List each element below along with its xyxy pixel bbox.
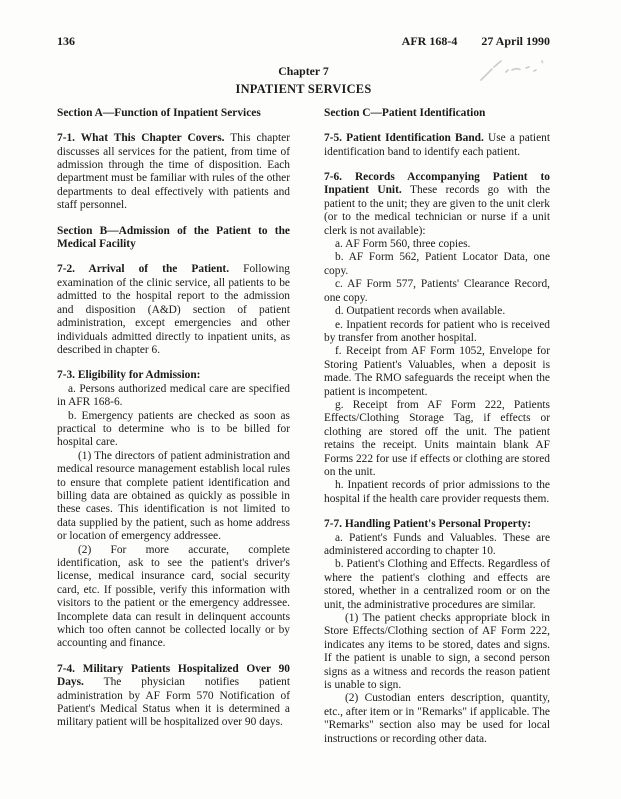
paragraph-lead: 7-1. What This Chapter Covers.	[57, 132, 225, 145]
numbered-paragraph	[57, 663, 290, 730]
numbered-paragraph	[324, 171, 550, 238]
page-title: INPATIENT SERVICES	[235, 82, 372, 97]
sub-paragraph: c. AF Form 577, Patients' Clearance Record, one copy.	[324, 278, 550, 304]
header-right	[402, 34, 550, 48]
two-column-body	[57, 107, 550, 746]
paragraph-lead: 7-4. Military Patients Hospitalized Over 90 Days.	[57, 662, 290, 689]
paragraph-lead: 7-7. Handling Patient's Personal Property:	[324, 518, 532, 531]
page-number: 136	[57, 34, 75, 48]
sub-paragraph: b. Emergency patients are checked as soon as practical to determine who is to be billed for hospital care.	[57, 409, 290, 449]
sub-paragraph: h. Inpatient records of prior admissions to the hospital if the health care provider requests them.	[324, 479, 550, 505]
page-header	[57, 34, 550, 48]
paragraph-body: Following examination of the clinic service, all patients to be admitted to the hospital report to the admission and disposition (A&D) section of patient administration, except emergencies and other individuals admitted directly to inpatient units, as described in chapter 6.	[57, 263, 290, 356]
sub-paragraph: f. Receipt from AF Form 1052, Envelope for Storing Patient's Valuables, when a deposit is made. The RMO safeguards the receipt when the patient is incompetent.	[324, 345, 550, 398]
paragraph-body: This chapter discusses all services for the patient, from time of admission through the time of disposition. Each department must be familiar with rules of the other departments to deal effectively with patients and staff personnel.	[57, 132, 290, 212]
paragraph-body: These records go with the patient to the unit; they are given to the unit clerk (or to the medical technician or nurse if a unit clerk is not available):	[324, 184, 551, 237]
sub-paragraph: a. Patient's Funds and Valuables. These are administered according to chapter 10.	[324, 531, 550, 557]
sub-paragraph: a. Persons authorized medical care are specified in AFR 168-6.	[57, 382, 290, 409]
sub-paragraph: b. AF Form 562, Patient Locator Data, one copy.	[324, 251, 550, 277]
numbered-paragraph	[57, 369, 290, 382]
sub-paragraph: g. Receipt from AF Form 222, Patients Effects/Clothing Storage Tag, if effects or clothing are stored off the unit. The patient retains the receipt. Units maintain blank AF Forms 222 for use if effects or clothing are stored on the unit.	[324, 398, 550, 478]
numbered-paragraph	[57, 132, 290, 212]
paragraph-lead: 7-6. Records Accompanying Patient to Inpatient Unit.	[324, 171, 550, 197]
paragraph-lead: 7-5. Patient Identification Band.	[324, 132, 484, 145]
numbered-paragraph	[324, 132, 550, 159]
paragraph-body: The physician notifies patient administration by AF Form 570 Notification of Patient's Medical Status when it is determined a military patient will be hospitalized over 90 days.	[57, 676, 290, 729]
doc-date: 27 April 1990	[481, 34, 550, 48]
chapter-heading: Chapter 7	[278, 64, 329, 78]
sub-paragraph: (1) The patient checks appropriate block in Store Effects/Clothing section of AF Form 222, indicates any items to be stored, dates and signs. If the patient is unable to sign, a second person signs as a witness and records the reason patient is unable to sign.	[324, 612, 550, 692]
paragraph-lead: 7-3. Eligibility for Admission:	[57, 369, 201, 382]
column-left	[57, 107, 290, 746]
section-heading: Section C—Patient Identification	[324, 106, 486, 119]
sub-paragraph: a. AF Form 560, three copies.	[335, 238, 471, 251]
sub-paragraph: b. Patient's Clothing and Effects. Regardless of where the patient's clothing and effects are stored, whether in a centralized room or on the unit, the administrative procedures are similar.	[324, 558, 550, 611]
paragraph-body: Use a patient identification band to identify each patient.	[324, 132, 550, 158]
sub-paragraph: (2) For more accurate, complete identification, ask to see the patient's driver's license, medical insurance card, social security card, etc. If possible, verify this information with visitors to the patient or the emergency addressee. Incomplete data can result in delinquent accounts which too often cannot be collected locally or by accounting and finance.	[57, 543, 290, 650]
numbered-paragraph	[324, 518, 550, 531]
numbered-paragraph	[57, 263, 290, 357]
section-heading: Section B—Admission of the Patient to the Medical Facility	[57, 224, 290, 251]
pencil-scribble-icon	[476, 56, 552, 86]
paragraph-lead: 7-2. Arrival of the Patient.	[57, 263, 230, 276]
sub-paragraph: d. Outpatient records when available.	[335, 305, 506, 318]
sub-paragraph: (1) The directors of patient administration and medical resource management establish local rules to ensure that complete patient identification and billing data are obtained as quickly as possible in these cases. This identification is not limited to data supplied by the patient, such as home address or location of emergency addressee.	[57, 449, 290, 543]
sub-paragraph: (2) Custodian enters description, quantity, etc., after item or in "Remarks" if applicable. The "Remarks" section also may be used for local instructions or recording other data.	[324, 692, 550, 745]
doc-ref: AFR 168-4	[401, 34, 458, 48]
column-right	[324, 107, 550, 746]
sub-paragraph: e. Inpatient records for patient who is received by transfer from another hospital.	[324, 318, 550, 344]
section-heading: Section A—Function of Inpatient Services	[57, 106, 261, 119]
